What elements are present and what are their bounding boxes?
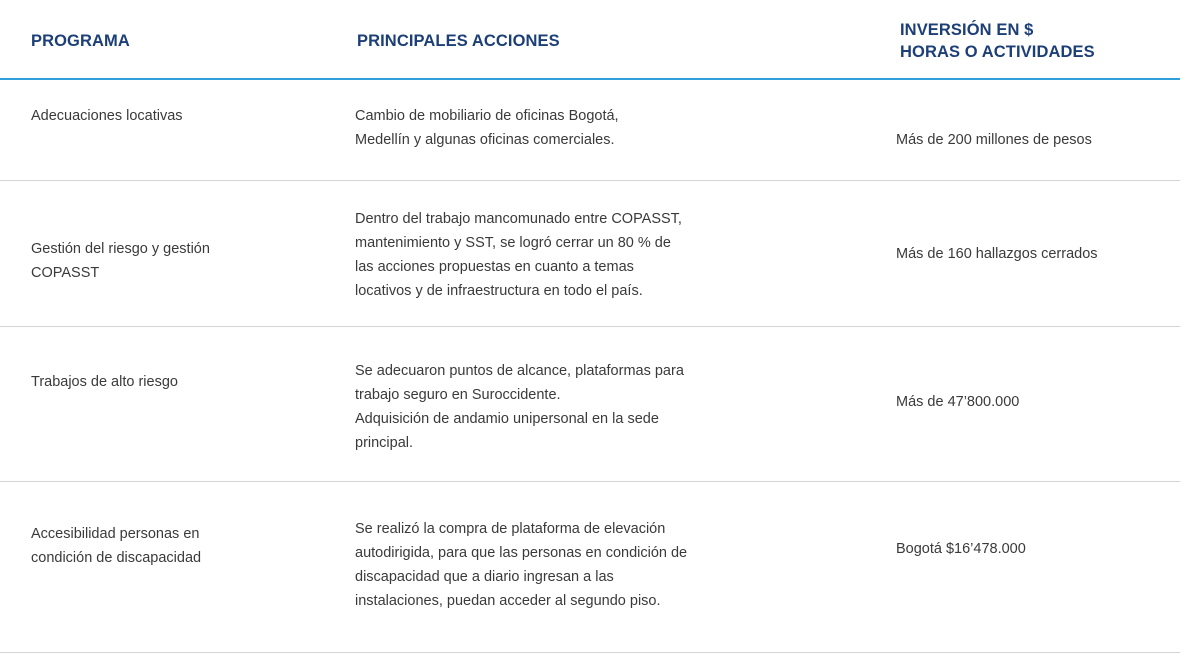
- programa-cell: [31, 104, 183, 128]
- programa-text: Trabajos de alto riesgo: [31, 374, 178, 390]
- inversion-text: Más de 200 millones de pesos: [896, 132, 1092, 148]
- inversion-cell: [896, 537, 1026, 561]
- programa-cell: [31, 370, 178, 394]
- inversion-cell: [896, 390, 1019, 414]
- inversion-text: Bogotá $16’478.000: [896, 541, 1026, 557]
- acciones-text: mantenimiento y SST, se logró cerrar un 80 % de: [355, 235, 671, 251]
- acciones-cell: [355, 207, 682, 303]
- acciones-text: locativos y de infraestructura en todo el país.: [355, 283, 643, 299]
- acciones-text: Cambio de mobiliario de oficinas Bogotá,: [355, 108, 619, 124]
- inversion-text: Más de 47’800.000: [896, 394, 1020, 410]
- acciones-cell: [355, 359, 684, 455]
- header-programa: PROGRAMA: [31, 32, 130, 50]
- acciones-text: Adquisición de andamio unipersonal en la sede: [355, 411, 659, 427]
- acciones-text: trabajo seguro en Suroccidente.: [355, 387, 561, 403]
- inversion-cell: [896, 128, 1092, 152]
- acciones-text: autodirigida, para que las personas en condición de: [355, 545, 688, 561]
- table-row: [0, 181, 1180, 327]
- table-row: [0, 327, 1180, 482]
- header-inversion-line1: INVERSIÓN EN $: [900, 21, 1034, 39]
- table-row: [0, 482, 1180, 653]
- acciones-text: principal.: [355, 435, 414, 451]
- programa-cell: [31, 237, 210, 285]
- programa-text: Accesibilidad personas en: [31, 526, 200, 542]
- acciones-text: Medellín y algunas oficinas comerciales.: [355, 132, 615, 148]
- inversion-cell: [896, 242, 1098, 266]
- acciones-text: discapacidad que a diario ingresan a las: [355, 569, 614, 585]
- programa-text: condición de discapacidad: [31, 550, 202, 566]
- header-inversion: [900, 19, 1095, 63]
- inversion-text: Más de 160 hallazgos cerrados: [896, 246, 1098, 262]
- acciones-cell: [355, 104, 619, 152]
- acciones-text: Dentro del trabajo mancomunado entre COPASST,: [355, 211, 682, 227]
- table-row: [0, 80, 1180, 181]
- acciones-text: Se adecuaron puntos de alcance, plataformas para: [355, 363, 684, 379]
- header-principales-acciones: PRINCIPALES ACCIONES: [357, 32, 560, 50]
- acciones-text: instalaciones, puedan acceder al segundo piso.: [355, 593, 661, 609]
- acciones-text: las acciones propuestas en cuanto a temas: [355, 259, 634, 275]
- acciones-cell: [355, 517, 687, 613]
- programa-cell: [31, 522, 201, 570]
- programa-text: Gestión del riesgo y gestión: [31, 241, 210, 257]
- header-inversion-line2: HORAS O ACTIVIDADES: [900, 43, 1095, 61]
- programa-text: COPASST: [31, 265, 100, 281]
- table-header: [0, 0, 1180, 80]
- acciones-text: Se realizó la compra de plataforma de elevación: [355, 521, 666, 537]
- programa-text: Adecuaciones locativas: [31, 108, 183, 124]
